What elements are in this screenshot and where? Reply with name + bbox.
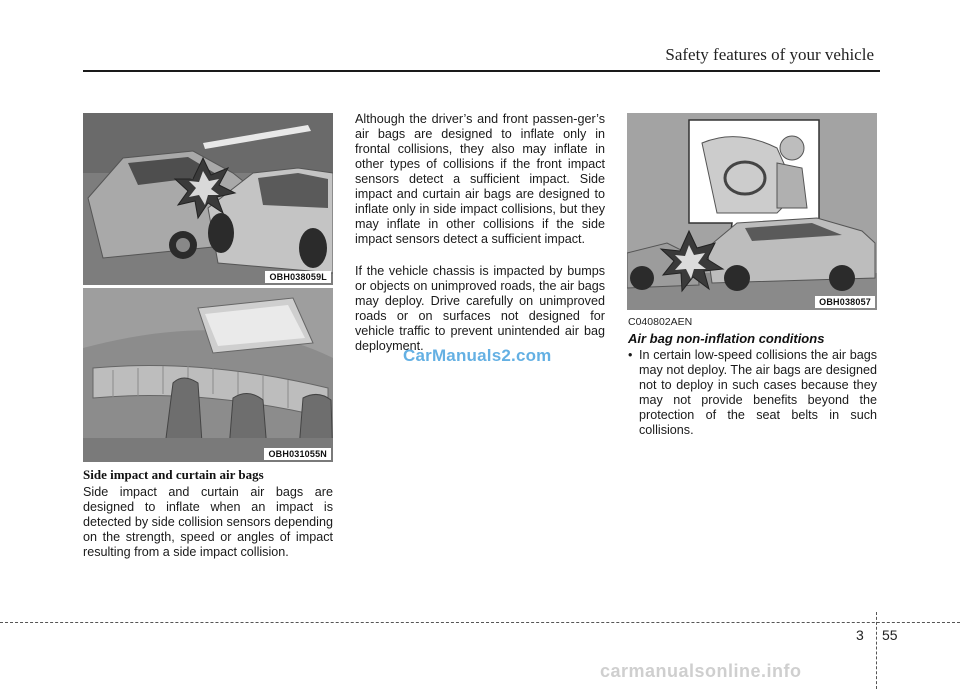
- non-inflation-bullet: [628, 348, 877, 438]
- side-impact-illustration: [83, 113, 333, 285]
- figure-code-label: OBH038059L: [265, 271, 331, 283]
- bullet-text: In certain low-speed collisions the air bags may not deploy. The air bags are designed not to deploy in such cases because they may not provide benefits beyond the protection of the seat belts in such collisions.: [639, 348, 877, 437]
- curtain-airbag-illustration: [83, 288, 333, 462]
- reference-code: C040802AEN: [628, 316, 693, 328]
- header-title: Safety features of your vehicle: [665, 45, 874, 64]
- frontal-airbag-paragraph: Although the driver’s and front passen-ger’s air bags are designed to inflate only in frontal collisions, they also may inflate in other types of collisions if the front impact sensors detect a sufficient impact. Side impact and curtain air bags are designed to inflate only in side impact collisions, but they may inflate in other collisions if the side impact sensors detect a sufficient impact.: [355, 112, 605, 246]
- section-heading: Side impact and curtain air bags: [83, 467, 264, 482]
- page-number: 55: [882, 627, 898, 643]
- section-heading: Air bag non-inflation conditions: [628, 331, 825, 346]
- frontal-collision-illustration: [627, 113, 877, 310]
- bullet-marker: •: [628, 348, 633, 362]
- watermark-text: CarManuals2.com: [403, 346, 552, 365]
- chassis-impact-paragraph: If the vehicle chassis is impacted by bumps or objects on unimproved roads, the air bags may deploy. Drive carefully on unimproved roads or on surfaces not designed for vehicle traffic to prevent unintended air bag deployment.: [355, 264, 605, 353]
- site-watermark: carmanualsonline.info: [600, 661, 802, 681]
- footer-vertical-line: [876, 612, 877, 689]
- figure-code-label: OBH031055N: [264, 448, 331, 460]
- figure-code-label: OBH038057: [815, 296, 875, 308]
- chapter-number: 3: [856, 627, 864, 643]
- side-impact-description: Side impact and curtain air bags are designed to inflate when an impact is detected by side collision sensors depending on the strength, speed or angles of impact resulting from a side impact collision.: [83, 485, 333, 559]
- header-rule: [83, 70, 880, 72]
- footer-dashed-line: [0, 622, 960, 623]
